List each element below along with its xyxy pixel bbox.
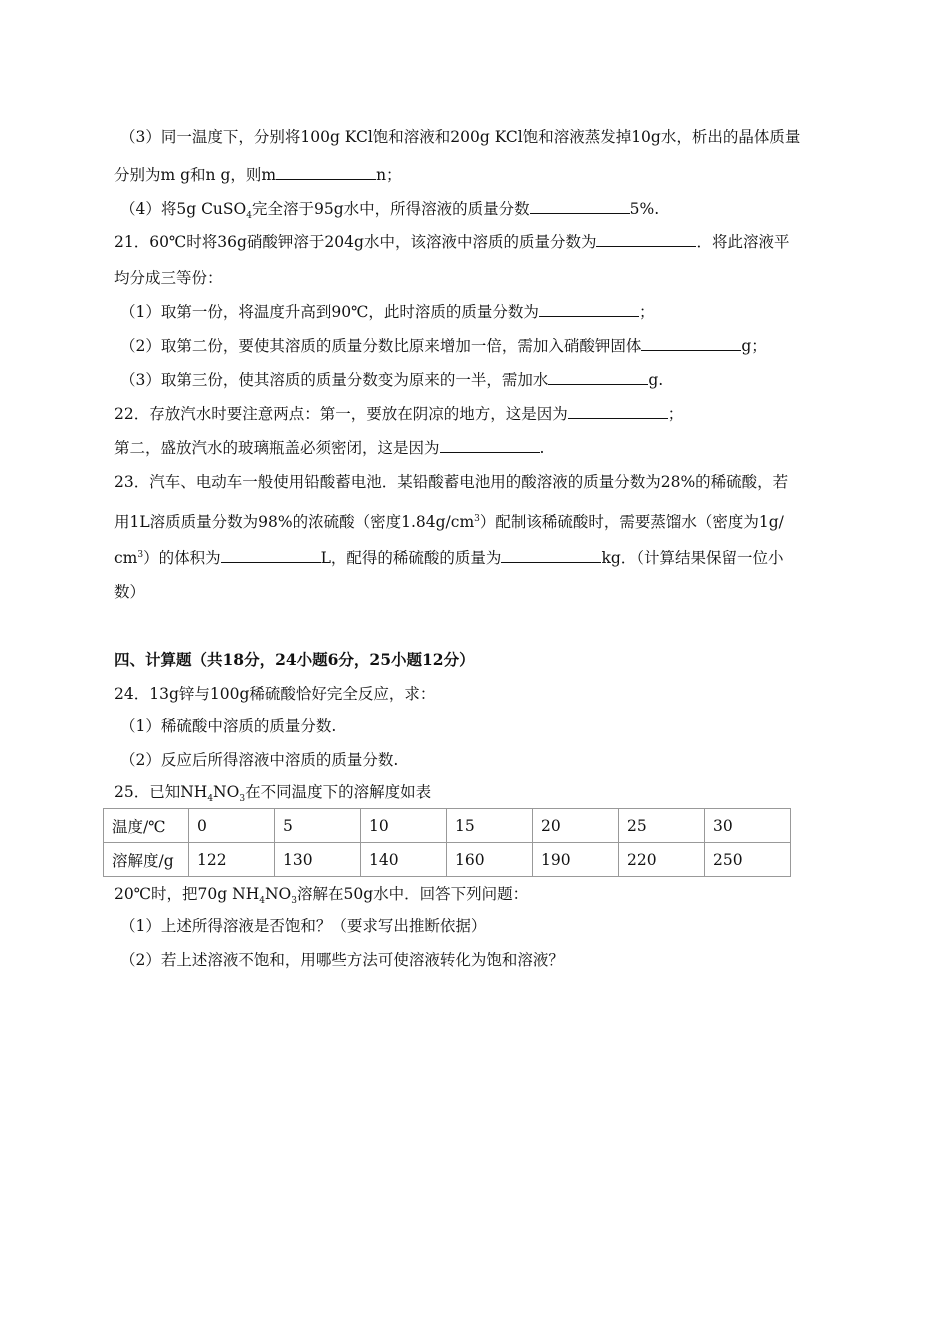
- table-cell: 220: [619, 843, 705, 877]
- table-cell: 20: [533, 809, 619, 843]
- table-row-temperature: [104, 809, 791, 843]
- table-cell: 190: [533, 843, 619, 877]
- q22-line2: 第二，盛放汽水的玻璃瓶盖必须密闭，这是因为 .: [114, 439, 545, 457]
- q24-stem: 24．13g锌与100g稀硫酸恰好完全反应，求：: [114, 685, 436, 703]
- q20-4-line: （4）将5g CuSO$_4$完全溶于95g水中，所得溶液的质量分数 5%.: [120, 200, 660, 222]
- q25-stem: 25．已知$NH_4NO_3$在不同温度下的溶解度如表: [114, 783, 432, 805]
- table-cell: 30: [705, 809, 791, 843]
- q21-part2: （2）取第二份，要使其溶质的质量分数比原来增加一倍，需加入硝酸钾固体 g；: [120, 337, 767, 355]
- table-cell: 130: [275, 843, 361, 877]
- q23-line3: $cm^3$）的体积为 L，配得的稀硫酸的质量为 kg．（计算结果保留一位小: [114, 549, 784, 568]
- q21-part3: （3）取第三份，使其溶质的质量分数变为原来的一半，需加水 g.: [120, 371, 664, 389]
- table-cell: 10: [361, 809, 447, 843]
- q21-line1: 21．60℃时将36g硝酸钾溶于204g水中，该溶液中溶质的质量分数为 ．将此溶液平: [114, 233, 790, 251]
- table-header-cell: 溶解度/g: [104, 843, 189, 877]
- table-cell: 15: [447, 809, 533, 843]
- answer-blank[interactable]: [568, 404, 668, 419]
- answer-blank[interactable]: [539, 302, 639, 317]
- answer-blank[interactable]: [596, 232, 696, 247]
- q20-3-line1: （3）同一温度下，分别将100g KCl饱和溶液和200g KCl饱和溶液蒸发掉10g水，析出的晶体质量: [120, 128, 801, 146]
- solubility-table: [103, 808, 791, 877]
- table-cell: 160: [447, 843, 533, 877]
- table-cell: 250: [705, 843, 791, 877]
- q24-part1: （1）稀硫酸中溶质的质量分数.: [120, 717, 337, 735]
- q25-part1: （1）上述所得溶液是否饱和？（要求写出推断依据）: [120, 917, 487, 935]
- q20-3-line2: 分别为m g和n g，则m n；: [114, 166, 402, 184]
- answer-blank[interactable]: [221, 548, 321, 563]
- q23-line1: 23．汽车、电动车一般使用铅酸蓄电池．某铅酸蓄电池用的酸溶液的质量分数为28%的稀硫酸，若: [114, 473, 789, 491]
- table-cell: 25: [619, 809, 705, 843]
- section-heading: 四、计算题（共18分，24小题6分，25小题12分）: [114, 650, 475, 669]
- answer-blank[interactable]: [276, 165, 376, 180]
- table-header-cell: 温度/℃: [104, 809, 189, 843]
- answer-blank[interactable]: [501, 548, 601, 563]
- table-cell: 5: [275, 809, 361, 843]
- q23-line4: 数）: [114, 583, 146, 601]
- q25-condition: 20℃时，把70g $NH_4NO_3$溶解在50g水中．回答下列问题：: [114, 885, 529, 907]
- q25-part2: （2）若上述溶液不饱和，用哪些方法可使溶液转化为饱和溶液？: [120, 951, 564, 969]
- table-cell: 122: [189, 843, 275, 877]
- answer-blank[interactable]: [440, 438, 540, 453]
- q23-line2: 用1L溶质质量分数为98%的浓硫酸（密度$1.84g/cm^3$）配制该稀硫酸时，需要蒸馏水（密度为1g/: [114, 513, 784, 532]
- answer-blank[interactable]: [548, 370, 648, 385]
- table-cell: 0: [189, 809, 275, 843]
- q21-part1: （1）取第一份，将温度升高到90℃，此时溶质的质量分数为 ；: [120, 303, 655, 321]
- q21-line2: 均分成三等份：: [114, 269, 223, 287]
- q22-line1: 22．存放汽水时要注意两点：第一，要放在阴凉的地方，这是因为 ；: [114, 405, 684, 423]
- answer-blank[interactable]: [530, 199, 630, 214]
- table-row-solubility: [104, 843, 791, 877]
- q24-part2: （2）反应后所得溶液中溶质的质量分数.: [120, 751, 399, 769]
- table-cell: 140: [361, 843, 447, 877]
- answer-blank[interactable]: [641, 336, 741, 351]
